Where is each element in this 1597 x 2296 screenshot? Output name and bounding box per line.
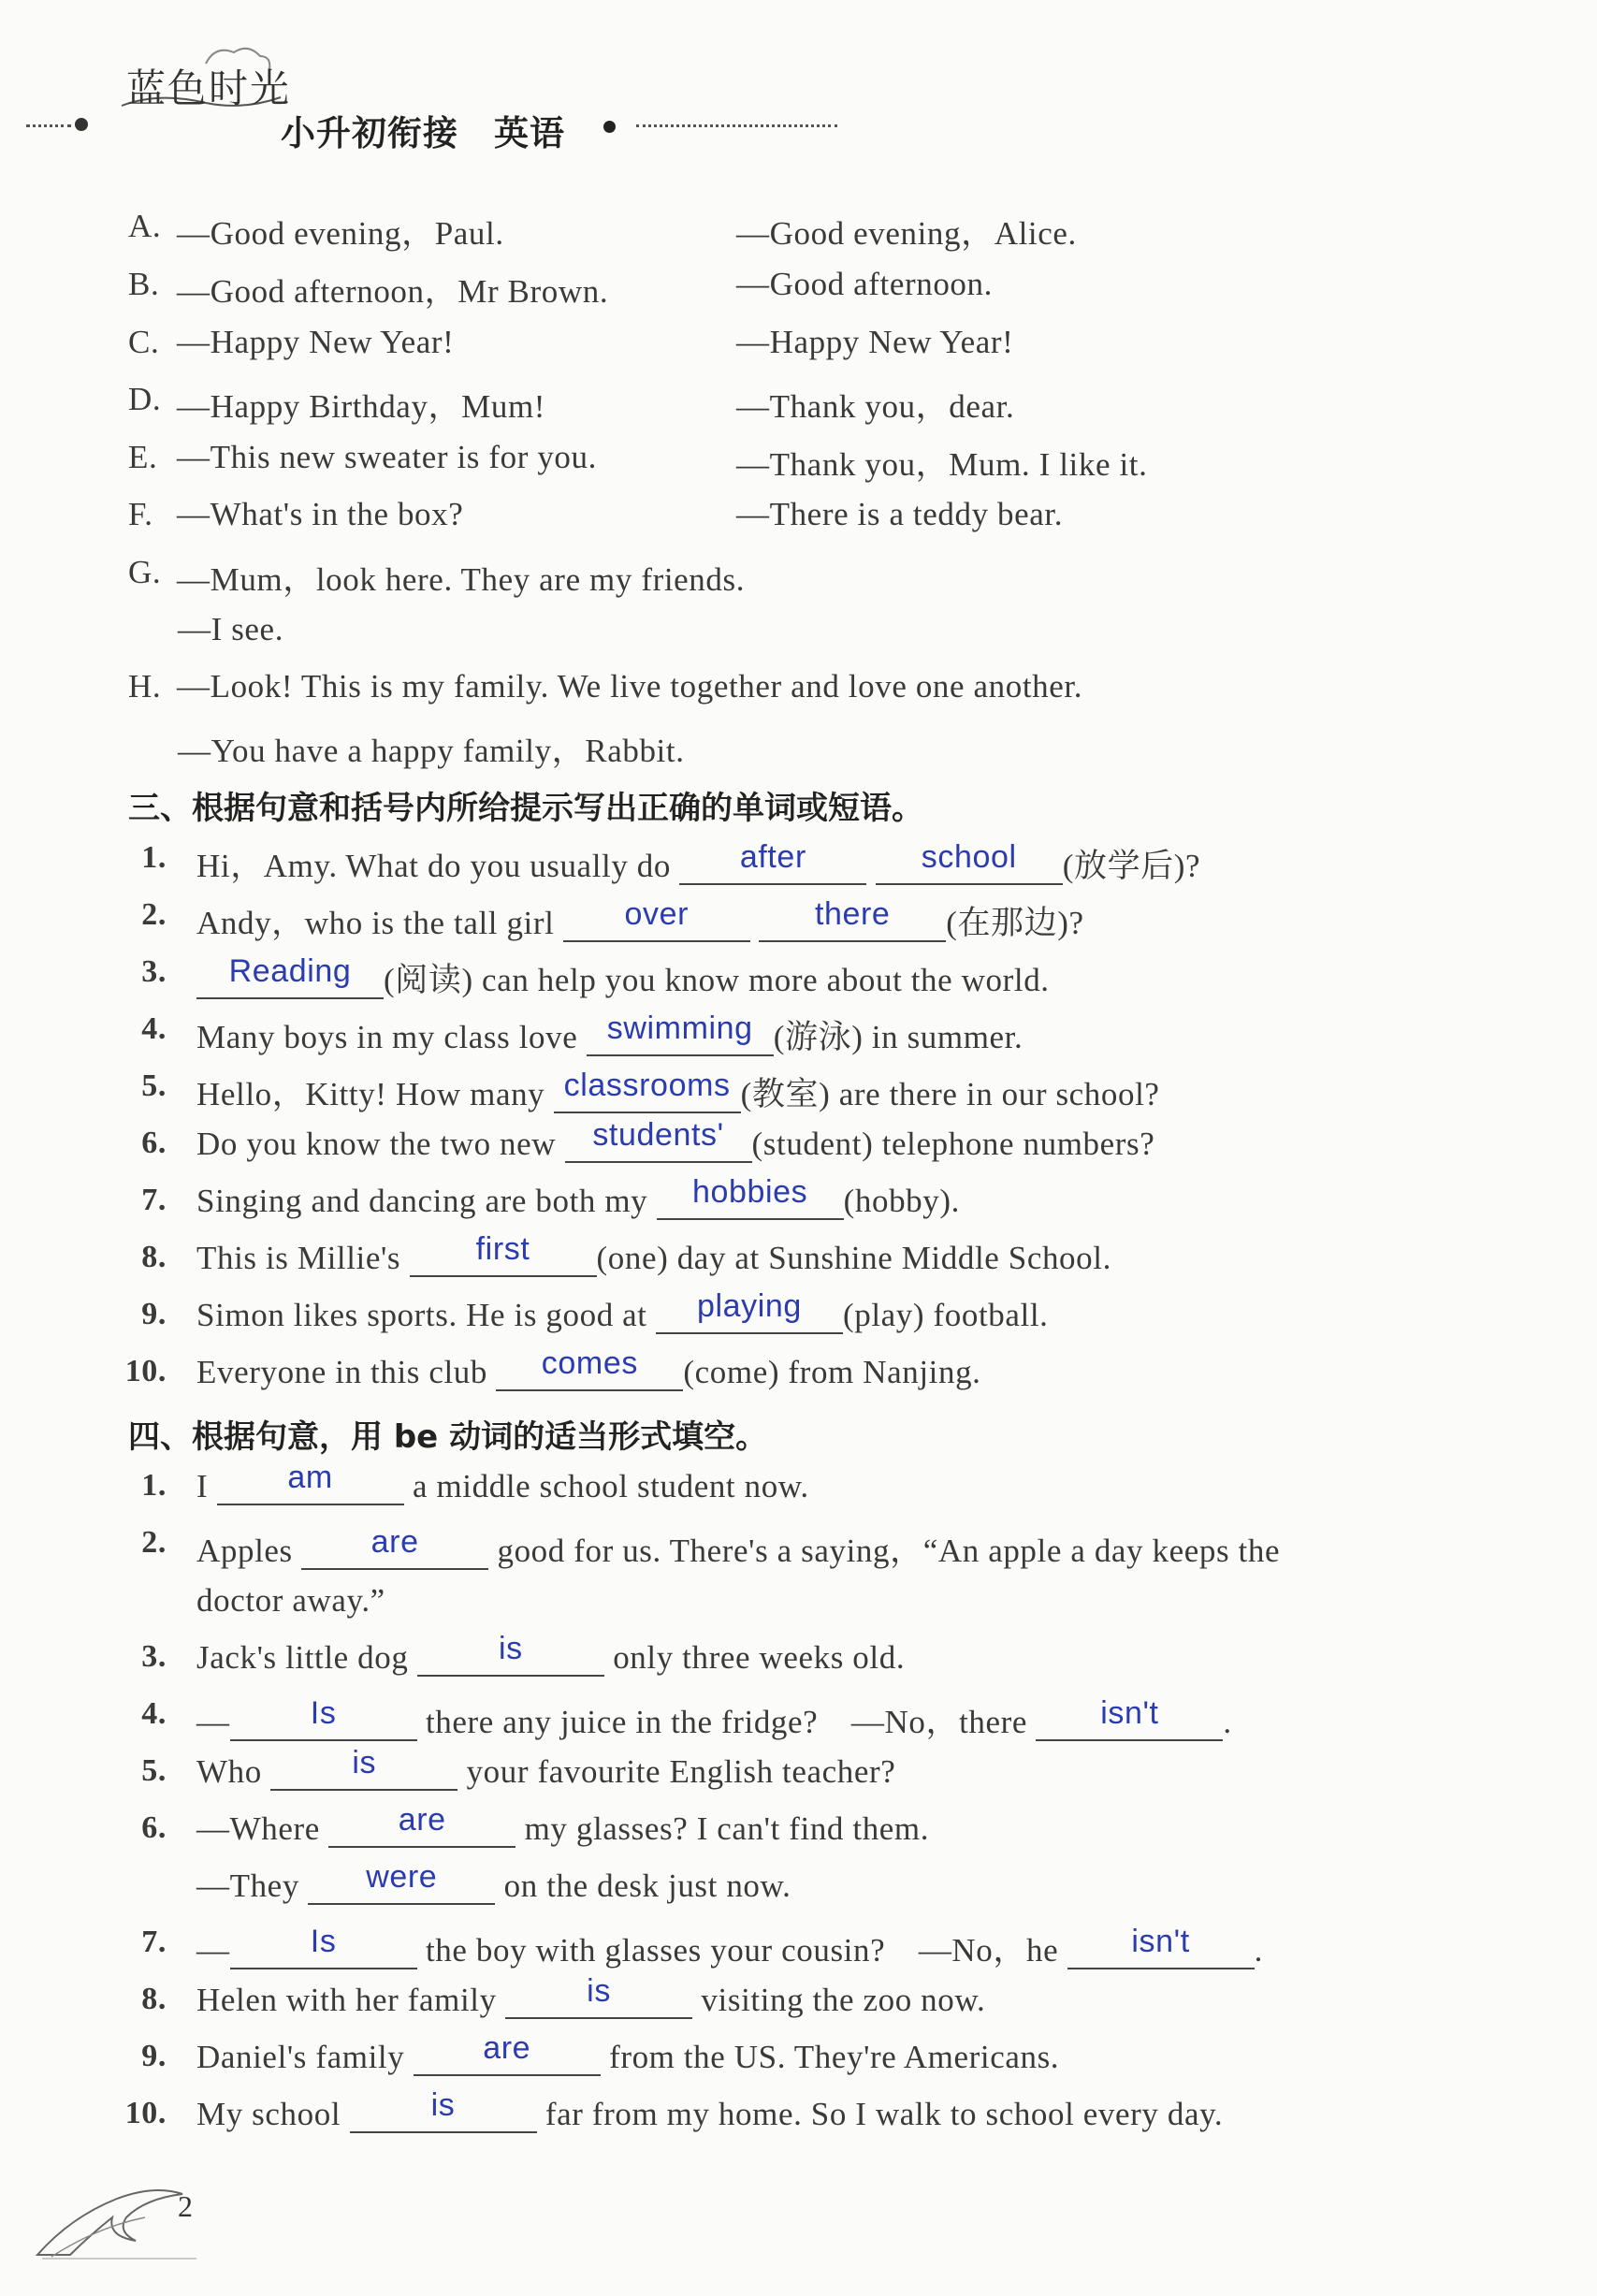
item-text: your favourite English teacher? bbox=[466, 1753, 896, 1790]
answer-blank[interactable]: is bbox=[270, 1755, 457, 1791]
item-number: 4. bbox=[141, 1011, 167, 1046]
answer-blank[interactable]: comes bbox=[496, 1356, 683, 1391]
answer-blank[interactable]: classrooms bbox=[554, 1078, 741, 1113]
dialogue-letter: A. bbox=[128, 208, 162, 244]
answer-blank[interactable]: isn't bbox=[1036, 1706, 1223, 1741]
item-text: . bbox=[1254, 1932, 1263, 1969]
item-text: my glasses? I can't find them. bbox=[524, 1810, 930, 1847]
dialogue-letter: D. bbox=[128, 381, 162, 417]
dialogue-question: —Look! This is my family. We live together and love one another. bbox=[177, 668, 1083, 705]
item-number: 6. bbox=[141, 1810, 167, 1845]
answer-blank[interactable]: after bbox=[679, 850, 866, 885]
dialogue-letter: F. bbox=[128, 496, 153, 532]
item-number: 3. bbox=[141, 954, 167, 989]
item-hint: (在那边)? bbox=[946, 905, 1084, 941]
item-text: My school bbox=[196, 2096, 341, 2132]
answer-blank[interactable]: were bbox=[308, 1869, 495, 1905]
item-number: 10. bbox=[124, 1354, 167, 1388]
answer-blank[interactable]: is bbox=[505, 1984, 692, 2019]
answer-blank[interactable]: there bbox=[759, 907, 946, 942]
item-number: 2. bbox=[141, 897, 167, 932]
answer-blank[interactable]: Reading bbox=[196, 964, 384, 999]
item-hint: (student) telephone numbers? bbox=[751, 1126, 1155, 1162]
dialogue-question: —Good evening，Paul. bbox=[177, 215, 504, 252]
answer-blank[interactable]: hobbies bbox=[657, 1184, 844, 1220]
item-number: 1. bbox=[141, 1468, 167, 1503]
item-number: 4. bbox=[141, 1696, 167, 1731]
page-number: 2 bbox=[178, 2189, 193, 2223]
item-text: on the desk just now. bbox=[503, 1867, 791, 1904]
item-text: visiting the zoo now. bbox=[701, 1982, 986, 2018]
item-text: only three weeks old. bbox=[613, 1639, 906, 1676]
item-text: a middle school student now. bbox=[412, 1468, 809, 1504]
item-text: This is Millie's bbox=[196, 1240, 401, 1276]
item-number: 7. bbox=[141, 1183, 167, 1217]
answer-blank[interactable]: are bbox=[328, 1812, 515, 1848]
dialogue-question: —Mum，look here. They are my friends. bbox=[177, 561, 746, 598]
item-text: Who bbox=[196, 1753, 262, 1790]
item-text: Daniel's family bbox=[196, 2039, 405, 2075]
section3-title: 三、根据句意和括号内所给提示写出正确的单词或短语。 bbox=[128, 790, 923, 827]
dialogue-answer: —Good afternoon. bbox=[736, 266, 993, 302]
item-text: there any juice in the fridge? —No，there bbox=[425, 1704, 1028, 1740]
item-number: 5. bbox=[141, 1068, 167, 1103]
item-number: 1. bbox=[141, 840, 167, 875]
item-text: far from my home. So I walk to school every day. bbox=[544, 2096, 1224, 2132]
answer-blank[interactable]: is bbox=[350, 2098, 537, 2133]
header-dot bbox=[75, 118, 88, 131]
item-text: . bbox=[1223, 1704, 1232, 1740]
logo-text: 蓝色时光 bbox=[126, 65, 292, 111]
item-text: Andy，who is the tall girl bbox=[196, 905, 555, 941]
s4-item-2-cont: doctor away.” bbox=[196, 1582, 385, 1619]
page-header bbox=[0, 0, 1597, 187]
item-number: 7. bbox=[141, 1925, 167, 1959]
dialogue-question: —This new sweater is for you. bbox=[177, 439, 597, 475]
answer-blank[interactable]: students' bbox=[565, 1127, 752, 1163]
item-number: 10. bbox=[124, 2096, 167, 2130]
item-text: — bbox=[196, 1932, 230, 1969]
item-text: Jack's little dog bbox=[196, 1639, 409, 1676]
dialogue-answer: —Good evening，Alice. bbox=[736, 215, 1077, 252]
item-text: Many boys in my class love bbox=[196, 1019, 578, 1055]
dialogue-question: —Good afternoon，Mr Brown. bbox=[177, 273, 609, 310]
item-number: 5. bbox=[141, 1753, 167, 1788]
dialogue-question: —What's in the box? bbox=[177, 496, 464, 532]
item-text: Helen with her family bbox=[196, 1982, 497, 2018]
dialogue-answer: —There is a teddy bear. bbox=[736, 496, 1064, 532]
item-text: —They bbox=[196, 1867, 299, 1904]
item-text: Do you know the two new bbox=[196, 1126, 557, 1162]
answer-blank[interactable]: is bbox=[417, 1641, 604, 1677]
item-text: I bbox=[196, 1468, 209, 1504]
item-hint: (游泳) in summer. bbox=[773, 1019, 1024, 1055]
answer-blank[interactable]: isn't bbox=[1067, 1934, 1255, 1969]
answer-blank[interactable]: playing bbox=[656, 1299, 843, 1334]
item-number: 9. bbox=[141, 2039, 167, 2073]
header-dotted-rule-right bbox=[636, 124, 837, 127]
answer-blank[interactable]: over bbox=[563, 907, 750, 942]
dialogue-question: —Happy Birthday，Mum! bbox=[177, 388, 546, 425]
item-text: —Where bbox=[196, 1810, 320, 1847]
dialogue-letter: C. bbox=[128, 324, 160, 360]
s4-item-6-reply bbox=[196, 1859, 791, 1905]
item-number: 8. bbox=[141, 1982, 167, 2016]
answer-blank[interactable]: Is bbox=[230, 1706, 417, 1741]
item-text: Hello，Kitty! How many bbox=[196, 1076, 545, 1112]
item-hint: (hobby). bbox=[843, 1183, 960, 1219]
section4-title: 四、根据句意，用 be 动词的适当形式填空。 bbox=[128, 1418, 768, 1456]
item-hint: (one) day at Sunshine Middle School. bbox=[596, 1240, 1111, 1276]
item-text: — bbox=[196, 1704, 230, 1740]
item-text: good for us. There's a saying，“An apple a day keeps the bbox=[497, 1533, 1281, 1569]
item-number: 9. bbox=[141, 1297, 167, 1331]
answer-blank[interactable]: school bbox=[876, 850, 1063, 885]
answer-blank[interactable]: first bbox=[410, 1242, 597, 1277]
item-hint: (放学后)? bbox=[1062, 848, 1201, 884]
dialogue-letter: B. bbox=[128, 266, 160, 302]
answer-blank[interactable]: swimming bbox=[587, 1021, 774, 1056]
header-dotted-rule-left bbox=[26, 124, 71, 127]
item-hint: (阅读) can help you know more about the world. bbox=[384, 962, 1050, 998]
item-text: Apples bbox=[196, 1533, 293, 1569]
answer-blank[interactable]: am bbox=[217, 1470, 404, 1505]
dialogue-letter: E. bbox=[128, 439, 158, 475]
item-text: Hi，Amy. What do you usually do bbox=[196, 848, 671, 884]
item-hint: (教室) are there in our school? bbox=[740, 1076, 1160, 1112]
item-text: the boy with glasses your cousin? —No，he bbox=[425, 1932, 1059, 1969]
dialogue-g-reply: —I see. bbox=[178, 611, 284, 647]
answer-blank[interactable]: Is bbox=[230, 1934, 417, 1969]
footer-wave-icon bbox=[33, 2161, 201, 2264]
dialogue-answer: —Happy New Year! bbox=[736, 324, 1014, 360]
header-title-dot bbox=[603, 121, 616, 133]
item-number: 8. bbox=[141, 1240, 167, 1274]
dialogue-letter: H. bbox=[128, 668, 162, 705]
item-hint: (come) from Nanjing. bbox=[683, 1354, 981, 1390]
header-title: 小升初衔接 英语 bbox=[281, 113, 565, 153]
dialogue-answer: —Thank you，Mum. I like it. bbox=[736, 446, 1148, 483]
dialogue-question: —Happy New Year! bbox=[177, 324, 455, 360]
item-text: Everyone in this club bbox=[196, 1354, 488, 1390]
answer-blank[interactable]: are bbox=[301, 1534, 488, 1570]
item-text: Simon likes sports. He is good at bbox=[196, 1297, 647, 1333]
item-number: 3. bbox=[141, 1639, 167, 1674]
item-number: 2. bbox=[141, 1525, 167, 1560]
dialogue-answer: —Thank you，dear. bbox=[736, 388, 1015, 425]
answer-blank[interactable]: are bbox=[414, 2041, 601, 2076]
dialogue-h-reply: —You have a happy family，Rabbit. bbox=[178, 733, 685, 769]
item-hint: (play) football. bbox=[842, 1297, 1049, 1333]
dialogue-letter: G. bbox=[128, 554, 162, 590]
item-text: from the US. They're Americans. bbox=[609, 2039, 1060, 2075]
item-number: 6. bbox=[141, 1126, 167, 1160]
item-text: Singing and dancing are both my bbox=[196, 1183, 648, 1219]
